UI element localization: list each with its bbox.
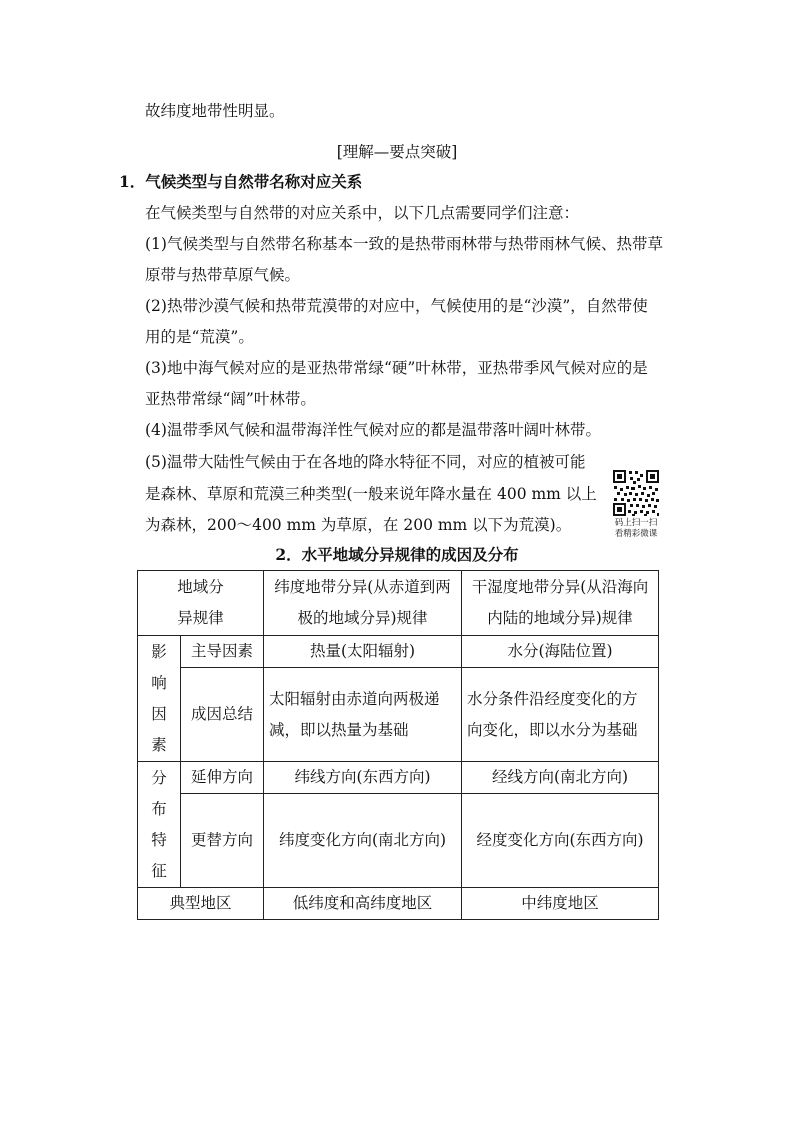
group1-char: 素 bbox=[151, 735, 167, 754]
item1-line1: (1)气候类型与自然带名称基本一致的是热带雨林带与热带雨林气候、热带草 bbox=[145, 235, 663, 253]
intro-tail-text: 故纬度地带性明显。 bbox=[145, 102, 285, 120]
zonation-table bbox=[137, 570, 659, 920]
cell-cause-moist bbox=[462, 668, 659, 762]
table-row bbox=[138, 762, 659, 794]
group1-char: 影 bbox=[151, 642, 167, 661]
row-label-dominant-factor: 主导因素 bbox=[181, 636, 264, 668]
header-col2-line1: 纬度地带分异(从赤道到两 bbox=[274, 578, 451, 596]
cell-replacement-moist: 经度变化方向(东西方向) bbox=[462, 794, 659, 888]
cell-cause-lat bbox=[264, 668, 462, 762]
item3-line1: (3)地中海气候对应的是亚热带常绿“硬”叶林带，亚热带季风气候对应的是 bbox=[145, 359, 648, 377]
point1-title: 1．气候类型与自然带名称对应关系 bbox=[119, 172, 363, 191]
point2-title: 2．水平地域分异规律的成因及分布 bbox=[275, 545, 519, 564]
cell-cause-moist-line1: 水分条件沿经度变化的方 bbox=[467, 689, 638, 708]
group-distribution-features bbox=[138, 762, 181, 888]
table-header-row bbox=[138, 571, 659, 636]
section-heading: [理解—要点突破] bbox=[336, 143, 458, 161]
header-col1-line2: 异规律 bbox=[177, 609, 224, 627]
header-cell-moisture bbox=[462, 571, 659, 636]
point1-lead: 在气候类型与自然带的对应关系中，以下几点需要同学们注意： bbox=[145, 204, 580, 222]
table-row bbox=[138, 794, 659, 888]
item1-line2: 原带与热带草原气候。 bbox=[145, 266, 301, 284]
item2-line1: (2)热带沙漠气候和热带荒漠带的对应中，气候使用的是“沙漠”，自然带使 bbox=[145, 297, 648, 315]
header-cell-category bbox=[138, 571, 264, 636]
cell-cause-lat-line2: 减，即以热量为基础 bbox=[269, 720, 409, 739]
item5-line2: 是森林、草原和荒漠三种类型(一般来说年降水量在 400 mm 以上 bbox=[145, 485, 597, 503]
qr-code-icon[interactable] bbox=[612, 469, 660, 517]
row-label-extension-direction: 延伸方向 bbox=[181, 762, 264, 794]
row-label-replacement-direction: 更替方向 bbox=[181, 794, 264, 888]
row-label-cause-summary: 成因总结 bbox=[181, 668, 264, 762]
cell-extension-moist: 经线方向(南北方向) bbox=[462, 762, 659, 794]
cell-dominant-moist: 水分(海陆位置) bbox=[462, 636, 659, 668]
cell-typical-lat: 低纬度和高纬度地区 bbox=[264, 888, 462, 920]
cell-cause-moist-line2: 向变化，即以水分为基础 bbox=[467, 720, 638, 739]
cell-replacement-lat: 纬度变化方向(南北方向) bbox=[264, 794, 462, 888]
group1-char: 因 bbox=[151, 704, 167, 723]
cell-dominant-lat: 热量(太阳辐射) bbox=[264, 636, 462, 668]
header-col1-line1: 地域分 bbox=[177, 578, 224, 596]
cell-cause-lat-line1: 太阳辐射由赤道向两极递 bbox=[269, 689, 440, 708]
cell-extension-lat: 纬线方向(东西方向) bbox=[264, 762, 462, 794]
group2-char: 征 bbox=[151, 861, 167, 880]
group-influence-factors bbox=[138, 636, 181, 762]
qr-caption bbox=[607, 518, 665, 540]
qr-caption-line2: 看精彩微课 bbox=[614, 529, 658, 539]
group2-char: 特 bbox=[151, 830, 167, 849]
table-row bbox=[138, 888, 659, 920]
group1-char: 响 bbox=[151, 673, 167, 692]
item5-line3: 为森林，200～400 mm 为草原，在 200 mm 以下为荒漠)。 bbox=[145, 516, 572, 534]
header-col2-line2: 极的地域分异)规律 bbox=[297, 609, 428, 627]
header-col3-line2: 内陆的地域分异)规律 bbox=[487, 609, 633, 627]
header-cell-latitudinal bbox=[264, 571, 462, 636]
group2-char: 分 bbox=[151, 768, 167, 787]
item5-line1: (5)温带大陆性气候由于在各地的降水特征不同，对应的植被可能 bbox=[145, 453, 586, 471]
qr-caption-line1: 码上扫一扫 bbox=[614, 518, 658, 528]
item4-text: (4)温带季风气候和温带海洋性气候对应的都是温带落叶阔叶林带。 bbox=[145, 421, 601, 439]
item3-line2: 亚热带常绿“阔”叶林带。 bbox=[145, 390, 316, 408]
table-row bbox=[138, 668, 659, 762]
group2-char: 布 bbox=[151, 799, 167, 818]
row-label-typical-region: 典型地区 bbox=[138, 888, 264, 920]
item2-line2: 用的是“荒漠”。 bbox=[145, 328, 254, 346]
cell-typical-moist: 中纬度地区 bbox=[462, 888, 659, 920]
table-row bbox=[138, 636, 659, 668]
header-col3-line1: 干湿度地带分异(从沿海向 bbox=[471, 578, 649, 596]
